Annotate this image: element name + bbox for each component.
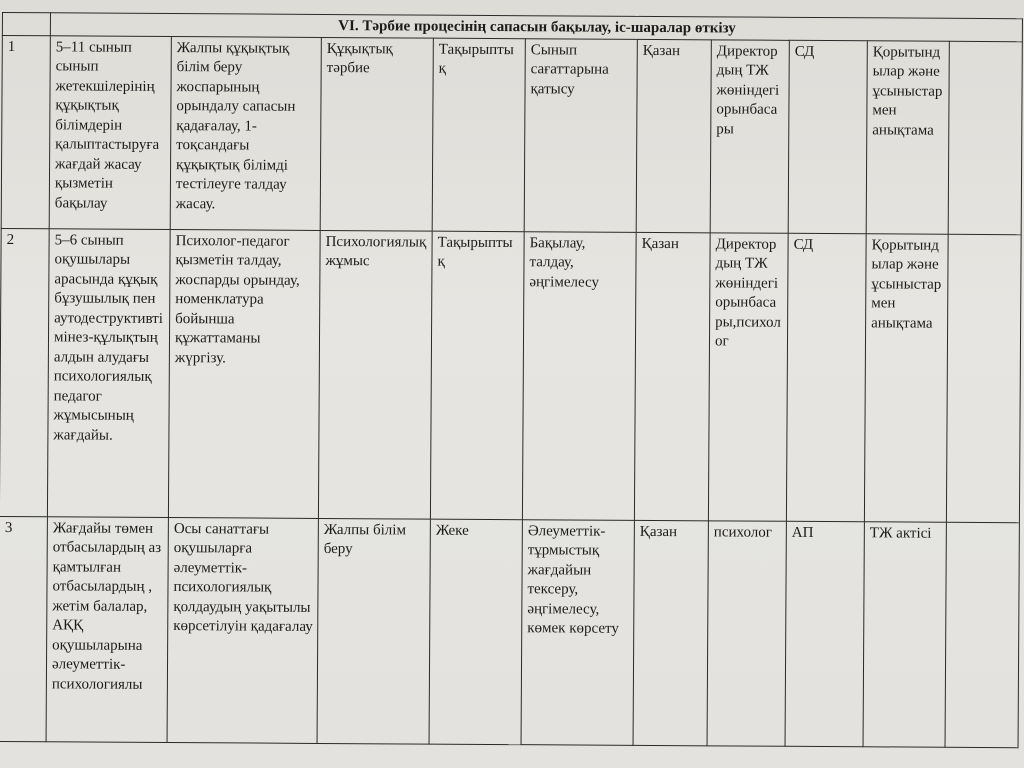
control-type: Тақырыптық xyxy=(430,231,524,520)
control-goal: Психолог-педагог қызметін талдау, жоспарды орындау, номенклатура бойынша құжаттаманы жүргізу. xyxy=(168,229,320,518)
table-row xyxy=(0,228,1021,522)
control-method: Сынып сағаттарына қатысу xyxy=(524,38,637,232)
control-type: Жеке xyxy=(429,519,522,745)
control-month: Қазан xyxy=(633,520,708,745)
control-result: ТЖ актісі xyxy=(863,521,946,746)
control-responsible: психолог xyxy=(707,520,786,745)
control-goal: Осы санаттағы оқушыларға әлеуметтік-психологиялық қолдаудың уақытылы көрсетілуін қадағалау xyxy=(167,517,318,743)
control-object: Жалпы білім беру xyxy=(317,518,430,744)
control-method: Әлеуметтік-тұрмыстық жағдайын тексеру, әңгімелесу, көмек көрсету xyxy=(521,519,634,745)
control-topic: Жағдайы төмен отбасылардың аз қамтылған отбасылардың , жетім балалар, АҚҚ оқушыларына әлеуметтік-психологиялы xyxy=(46,516,168,742)
section-title: VI. Тәрбие процесінің сапасын бақылау, іс-шаралар өткізу xyxy=(50,13,1022,41)
control-topic: 5–6 сынып оқушылары арасында құқық бұзушылық пен аутодеструктивті мінез-құлықтың алдын алудағы психологиялық педагог жұмысының жағдайы. xyxy=(47,228,170,517)
control-topic: 5–11 сынып сынып жетекшілерінің құқықтық білімдерін қалыптастыруға жағдай жасау қызметін бақылау xyxy=(49,35,171,229)
control-place: АП xyxy=(785,521,864,746)
control-result: Қорытындылар және ұсыныстармен анықтама xyxy=(864,233,948,521)
row-number: 1 xyxy=(1,35,50,228)
control-month: Қазан xyxy=(634,232,710,520)
control-plan-table xyxy=(0,12,1023,748)
control-type: Тақырыптық xyxy=(432,38,525,232)
control-object: Құқықтық тәрбие xyxy=(320,37,433,231)
control-responsible: Директордың ТЖ жөніндегі орынбасары,психолог xyxy=(708,232,788,520)
table-row xyxy=(0,516,1020,747)
control-extra xyxy=(945,522,1020,747)
control-place: СД xyxy=(786,233,866,521)
control-method: Бақылау, талдау, әңгімелесу xyxy=(522,231,636,520)
table-row xyxy=(1,35,1022,234)
control-extra xyxy=(948,41,1022,234)
control-object: Психологиялық жұмыс xyxy=(318,230,432,519)
control-month: Қазан xyxy=(636,39,711,232)
control-result: Қорытындылар және ұсыныстармен анықтама xyxy=(866,40,949,233)
control-place: СД xyxy=(788,40,867,233)
control-goal: Жалпы құқықтық білім беру жоспарының орындалу сапасын қадағалау, 1-тоқсандағы құқықтық білімді тестілеуге талдау жасау. xyxy=(170,36,321,230)
row-number: 2 xyxy=(0,228,49,516)
control-responsible: Директордың ТЖ жөніндегі орынбасары xyxy=(710,39,789,232)
control-extra xyxy=(946,234,1021,522)
row-number: 3 xyxy=(0,516,47,741)
